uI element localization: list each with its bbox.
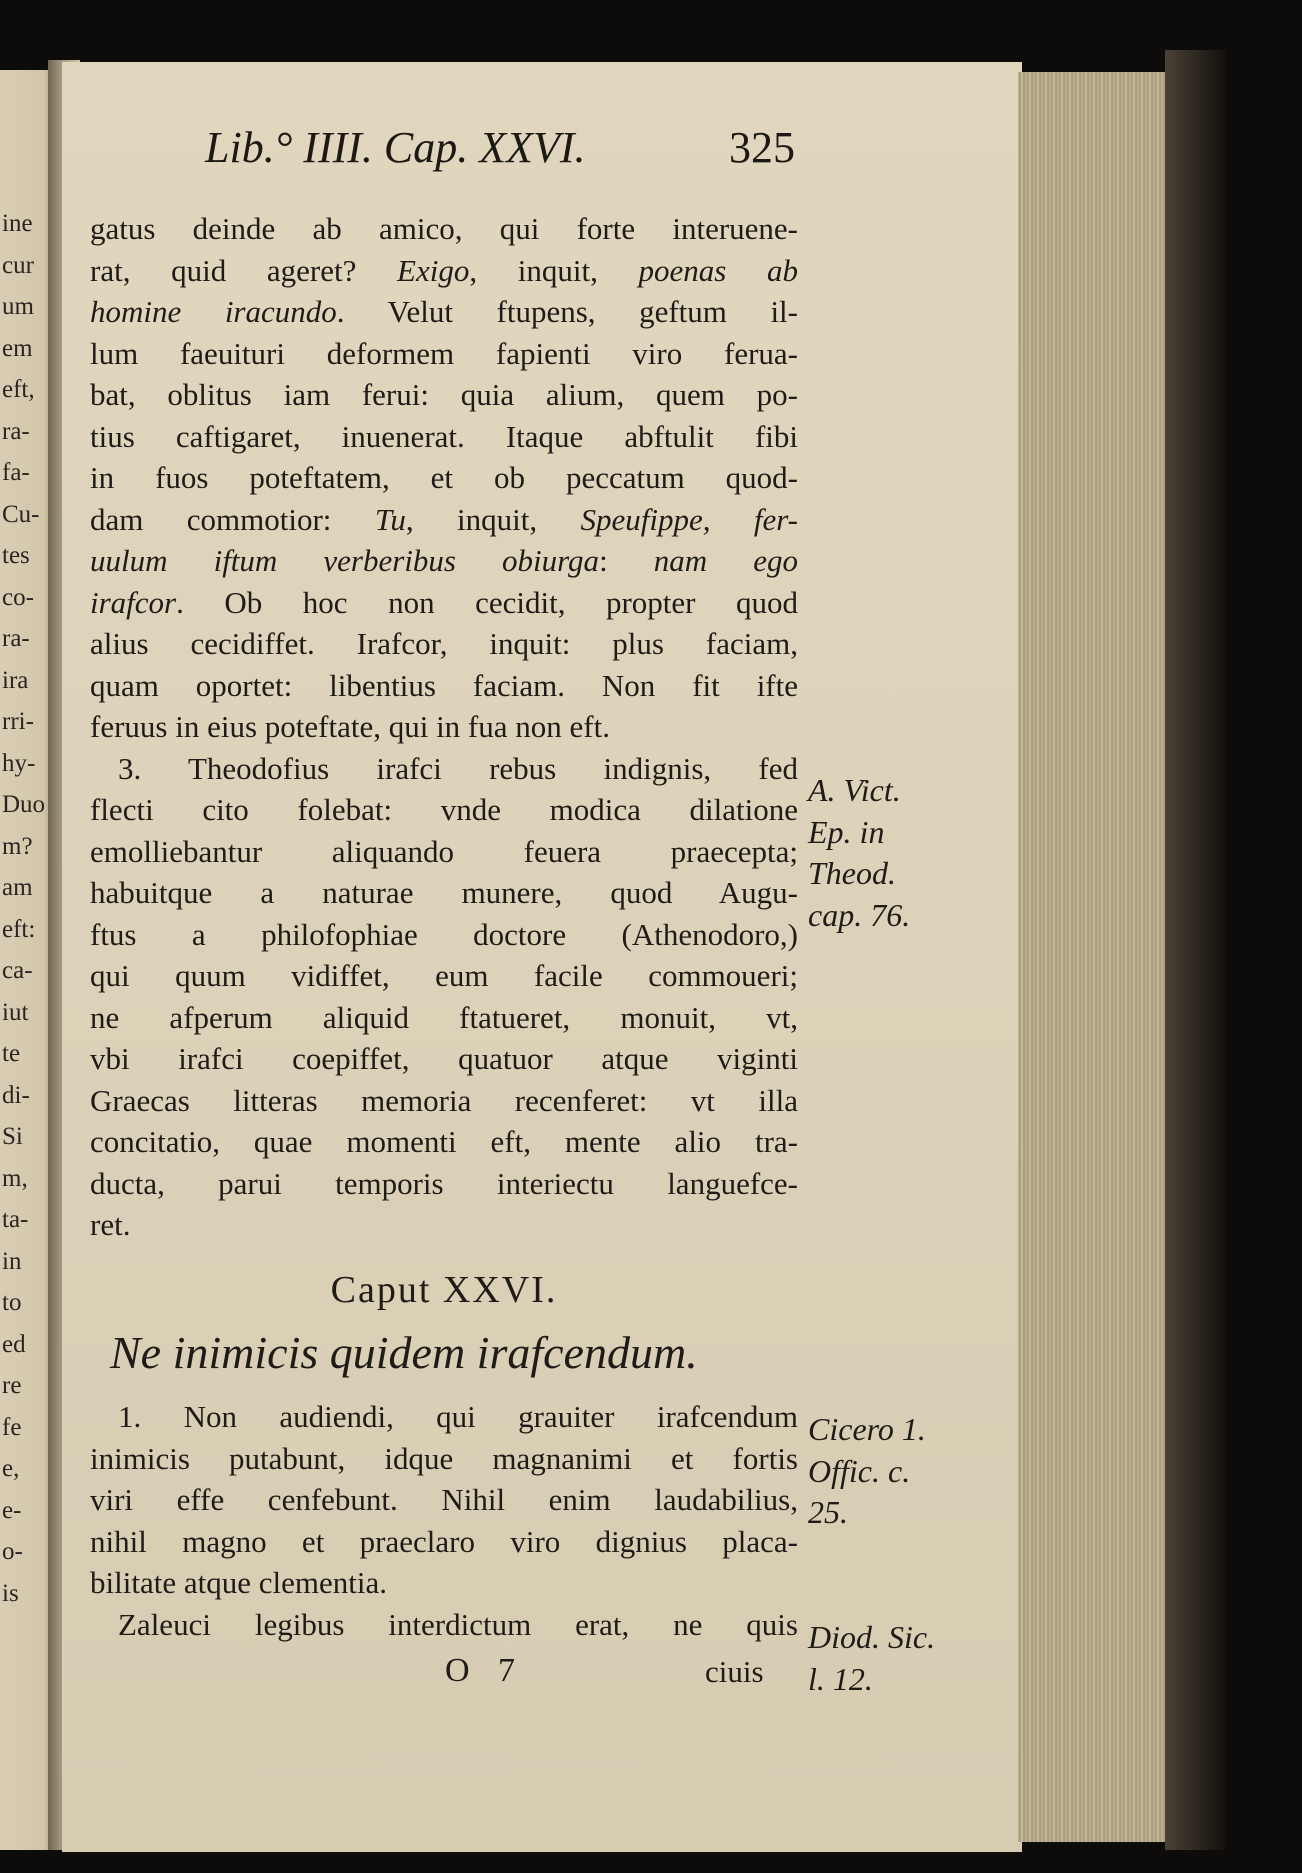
- left-page-fragment: re: [2, 1372, 22, 1399]
- margin-note-line: l. 12.: [808, 1661, 873, 1697]
- left-page-fragment: m,: [2, 1164, 28, 1192]
- book-cover: [1165, 50, 1225, 1850]
- left-page-fragment: iut: [2, 998, 29, 1026]
- text-line: ne afperum aliquid ftatueret, monuit, vt,: [90, 999, 798, 1035]
- text-line: quam oportet: libentius faciam. Non fit ifte: [90, 667, 798, 703]
- text-line: rat, quid ageret? Exigo, inquit, poenas ab: [90, 252, 799, 288]
- paragraph-1: [90, 208, 798, 1246]
- running-head: [205, 122, 795, 173]
- left-page-fragment: Si: [2, 1123, 23, 1150]
- left-page-fragment: Duo: [2, 791, 46, 818]
- text-line: Zaleuci legibus interdictum erat, ne quis: [118, 1606, 798, 1642]
- text-line: ducta, parui temporis interiectu languefce-: [90, 1165, 798, 1201]
- paragraph-2: [90, 748, 798, 1246]
- text-line: viri effe cenfebunt. Nihil enim laudabilius,: [90, 1482, 798, 1517]
- left-page-fragment: cur: [2, 251, 34, 279]
- left-page-fragment: Cu-: [2, 500, 40, 528]
- margin-note-line: Diod. Sic.: [808, 1619, 936, 1655]
- left-page-fragment: rri-: [2, 708, 34, 735]
- text-line: 1. Non audiendi, qui grauiter irafcendum: [118, 1399, 798, 1434]
- left-page-fragment: hy-: [2, 749, 36, 777]
- text-line: gatus deinde ab amico, qui forte interuene-: [90, 211, 798, 246]
- text-line: dam commotior: Tu, inquit, Speufippe, fer-: [90, 501, 798, 537]
- left-page-fragment: am: [2, 874, 33, 901]
- margin-note-line: Ep. in: [808, 813, 885, 850]
- left-page-fragment: em: [2, 334, 33, 362]
- left-page-fragment: fa-: [2, 459, 30, 486]
- text-line: uulum iftum verberibus obiurga: nam ego: [90, 543, 798, 578]
- left-page-fragment: eft:: [2, 915, 36, 943]
- left-page-fragment: in: [2, 1247, 22, 1275]
- text-line: alius cecidiffet. Irafcor, inquit: plus faciam,: [90, 626, 798, 661]
- text-line: tius caftigaret, inuenerat. Itaque abftulit fibi: [90, 418, 798, 454]
- text-line: irafcor. Ob hoc non cecidit, propter quod: [90, 584, 798, 620]
- left-page-fragment: ed: [2, 1330, 26, 1358]
- paragraph-3: [90, 1396, 798, 1645]
- left-page-fragment: e,: [2, 1455, 20, 1482]
- margin-note-line: Offic. c.: [808, 1452, 911, 1489]
- left-page-fragment: te: [2, 1040, 21, 1067]
- page-edges: [1018, 72, 1170, 1842]
- text-line: lum faeuituri deformem fapienti viro ferua-: [90, 335, 798, 371]
- text-line: ftus a philofophiae doctore (Athenodoro,): [90, 916, 798, 952]
- paragraph-4: [90, 1604, 798, 1646]
- text-line: 3. Theodofius irafci rebus indignis, fed: [118, 750, 798, 786]
- text-line: Graecas litteras memoria recenferet: vt illa: [90, 1082, 798, 1118]
- text-line: concitatio, quae momenti eft, mente alio tra-: [90, 1124, 798, 1159]
- left-page-fragment: ine: [2, 210, 33, 237]
- margin-note-line: cap. 76.: [808, 896, 911, 933]
- left-page-fragment: ira: [2, 666, 29, 694]
- catchword: ciuis: [705, 1654, 764, 1689]
- left-page-fragment: is: [2, 1579, 19, 1607]
- left-page-fragment: co-: [2, 583, 34, 611]
- page-number: 325: [729, 123, 795, 172]
- text-line: homine iracundo. Velut ftupens, geftum il-: [90, 294, 798, 329]
- left-page-fragment: e-: [2, 1496, 22, 1524]
- left-page-fragment: m?: [2, 832, 33, 860]
- chapter-heading: Caput XXVI.: [330, 1269, 558, 1311]
- text-line: in fuos poteftatem, et ob peccatum quod-: [90, 460, 798, 495]
- text-line: emolliebantur aliquando feuera praecepta;: [90, 833, 798, 869]
- text-line: nihil magno et praeclaro viro dignius placa-: [90, 1523, 798, 1559]
- text-line: ret.: [90, 1207, 131, 1242]
- margin-note-cicero: [808, 1409, 926, 1534]
- margin-note-line: Theod.: [808, 855, 896, 891]
- text-line: vbi irafci coepiffet, quatuor atque viginti: [90, 1041, 798, 1076]
- left-page-fragment: ca-: [2, 957, 33, 984]
- margin-note-line: A. Vict.: [808, 772, 901, 808]
- left-page-fragment: ra-: [2, 417, 30, 445]
- margin-note-line: Cicero 1.: [808, 1411, 926, 1447]
- margin-note-victor: [808, 770, 910, 936]
- left-page-fragment: o-: [2, 1538, 23, 1565]
- left-page-fragment: to: [2, 1289, 22, 1316]
- text-line: bat, oblitus iam ferui: quia alium, quem po-: [90, 377, 798, 412]
- left-page-fragment: eft,: [2, 376, 35, 403]
- text-line: flecti cito folebat: vnde modica dilatione: [90, 792, 798, 827]
- margin-note-diodorus: [808, 1616, 935, 1700]
- text-line: qui quum vidiffet, eum facile commoueri;: [90, 958, 798, 993]
- text-line: habuitque a naturae munere, quod Augu-: [90, 875, 798, 910]
- chapter-title: Ne inimicis quidem irafcendum.: [110, 1327, 698, 1378]
- left-page-fragment: ra-: [2, 625, 30, 652]
- left-page-fragment: ta-: [2, 1206, 29, 1233]
- left-page-fragment: um: [2, 293, 34, 320]
- running-title: Lib.° IIII. Cap. XXVI.: [205, 123, 586, 172]
- text-line: feruus in eius poteftate, qui in fua non eft.: [90, 709, 610, 744]
- text-line: bilitate atque clementia.: [90, 1565, 387, 1600]
- signature-mark: O 7: [445, 1652, 526, 1689]
- left-page-fragment: fe: [2, 1413, 22, 1441]
- text-line: inimicis putabunt, idque magnanimi et fortis: [90, 1440, 798, 1476]
- left-page-fragment: di-: [2, 1081, 30, 1109]
- left-page-fragment: tes: [2, 542, 30, 569]
- margin-note-line: 25.: [808, 1494, 848, 1530]
